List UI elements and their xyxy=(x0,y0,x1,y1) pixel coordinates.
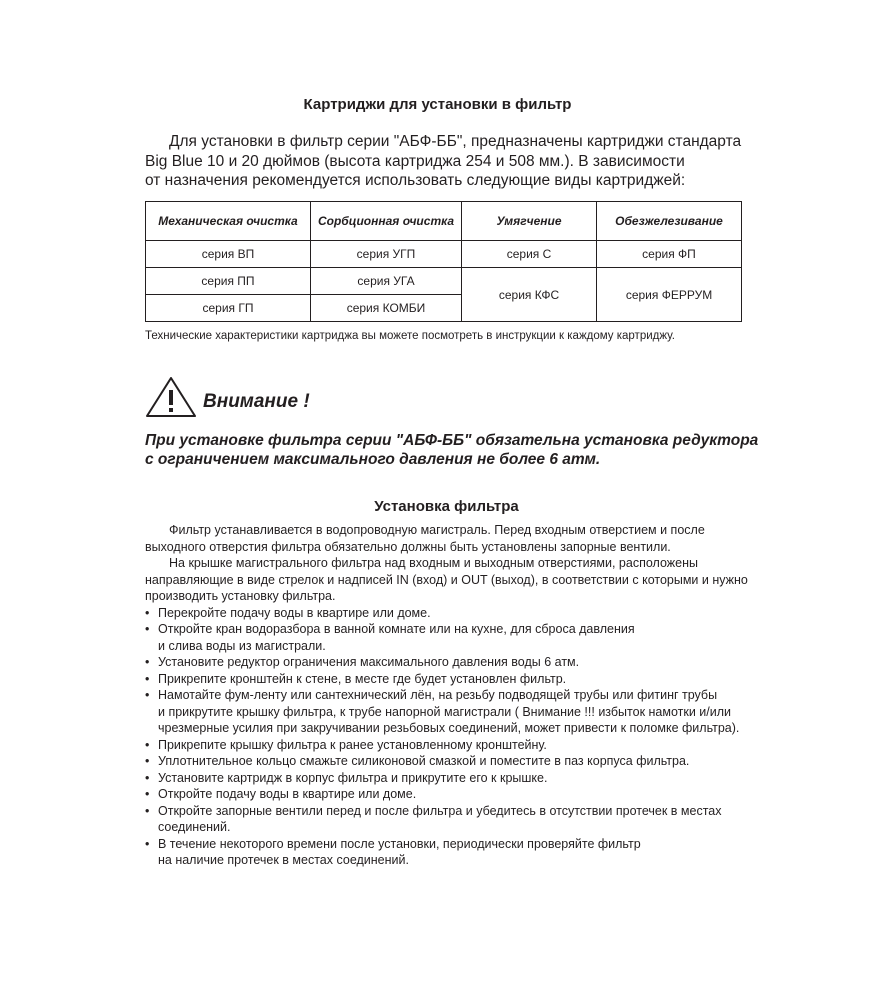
paragraph-line: Фильтр устанавливается в водопроводную магистраль. Перед входным отверстием и после xyxy=(169,523,705,537)
warning-text xyxy=(145,431,785,469)
list-item xyxy=(145,621,785,654)
list-item xyxy=(145,687,785,737)
paragraph xyxy=(145,555,785,605)
warning-line: При установке фильтра серии "АБФ-ББ" обязательна установка редуктора xyxy=(145,432,759,449)
section-title-cartridges: Картриджи для установки в фильтр xyxy=(303,96,572,113)
paragraph-line: производить установку фильтра. xyxy=(145,589,336,603)
list-item xyxy=(145,786,785,803)
cartridge-table xyxy=(145,201,742,322)
paragraph-line: На крышке магистрального фильтра над входным и выходным отверстиями, расположены xyxy=(169,556,698,570)
table-cell: серия ГП xyxy=(146,295,311,322)
table-cell: серия УГА xyxy=(311,268,462,295)
list-item xyxy=(145,836,785,869)
header-mechanical: Механическая очистка xyxy=(146,202,311,241)
list-item xyxy=(145,753,785,770)
intro-line: Для установки в фильтр серии "АБФ-ББ", предназначены картриджи стандарта xyxy=(169,133,742,150)
list-item-text: В течение некоторого времени после установки, периодически проверяйте фильтр xyxy=(158,836,641,851)
list-item-text: Перекройте подачу воды в квартире или доме. xyxy=(158,605,431,620)
warning-title: Внимание ! xyxy=(203,391,310,412)
intro-line: от назначения рекомендуется использовать следующие виды картриджей: xyxy=(145,172,686,189)
section-title-installation: Установка фильтра xyxy=(374,498,519,515)
list-item-text: на наличие протечек в местах соединений. xyxy=(158,853,409,867)
intro-paragraph xyxy=(145,132,745,191)
list-item-text: Установите редуктор ограничения максимального давления воды 6 атм. xyxy=(158,655,580,669)
warning-triangle-icon xyxy=(145,376,197,423)
tech-note: Технические характеристики картриджа вы можете посмотреть в инструкции к каждому картриджу. xyxy=(145,330,675,342)
table-cell: серия ПП xyxy=(146,268,311,295)
installation-steps xyxy=(145,605,785,869)
list-item-text: Откройте подачу воды в квартире или доме. xyxy=(158,787,417,801)
list-item-text: Прикрепите кронштейн к стене, в месте где будет установлен фильтр. xyxy=(158,671,567,686)
list-item-text: Установите картридж в корпус фильтра и прикрутите его к крышке. xyxy=(158,770,548,785)
table-cell: серия УГП xyxy=(311,241,462,268)
list-item xyxy=(145,803,785,836)
table-cell: серия КОМБИ xyxy=(311,295,462,322)
list-item-text: и слива воды из магистрали. xyxy=(158,638,326,653)
warning-line: с ограничением максимального давления не более 6 атм. xyxy=(145,451,601,468)
list-item-text: чрезмерные усилия при закручивании резьбовых соединений, может привести к поломке фильтра). xyxy=(158,721,740,735)
paragraph-line: направляющие в виде стрелок и надписей IN (вход) и OUT (выход), в соответствии с которыми и нужно xyxy=(145,572,748,587)
table-header-row xyxy=(146,202,742,241)
list-item-text: соединений. xyxy=(158,820,231,834)
header-iron-removal: Обезжелезивание xyxy=(597,202,742,241)
list-item-text: Откройте кран водоразбора в ванной комнате или на кухне, для сброса давления xyxy=(158,622,635,636)
list-item xyxy=(145,770,785,787)
intro-line: Big Blue 10 и 20 дюймов (высота картриджа 254 и 508 мм.). В зависимости xyxy=(145,152,685,170)
list-item xyxy=(145,654,785,671)
table-row xyxy=(146,241,742,268)
installation-body xyxy=(145,522,785,869)
table-cell: серия ФП xyxy=(597,241,742,268)
header-softening: Умягчение xyxy=(462,202,597,241)
table-cell: серия КФС xyxy=(462,268,597,322)
list-item xyxy=(145,737,785,754)
list-item-text: и прикрутите крышку фильтра, к трубе напорной магистрали ( Внимание !!! избыток намотки и/или xyxy=(158,704,731,719)
list-item xyxy=(145,605,785,622)
table-cell: серия ФЕРРУМ xyxy=(597,268,742,322)
list-item xyxy=(145,671,785,688)
table-cell: серия ВП xyxy=(146,241,311,268)
table-row xyxy=(146,268,742,295)
paragraph xyxy=(145,522,785,555)
list-item-text: Уплотнительное кольцо смажьте силиконовой смазкой и поместите в паз корпуса фильтра. xyxy=(158,754,690,768)
header-sorption: Сорбционная очистка xyxy=(311,202,462,241)
list-item-text: Откройте запорные вентили перед и после фильтра и убедитесь в отсутствии протечек в местах xyxy=(158,803,722,818)
list-item-text: Прикрепите крышку фильтра к ранее установленному кронштейну. xyxy=(158,737,547,752)
paragraph-line: выходного отверстия фильтра обязательно должны быть установлены запорные вентили. xyxy=(145,539,671,554)
list-item-text: Намотайте фум-ленту или сантехнический лён, на резьбу подводящей трубы или фитинг трубы xyxy=(158,688,718,702)
table-cell: серия С xyxy=(462,241,597,268)
